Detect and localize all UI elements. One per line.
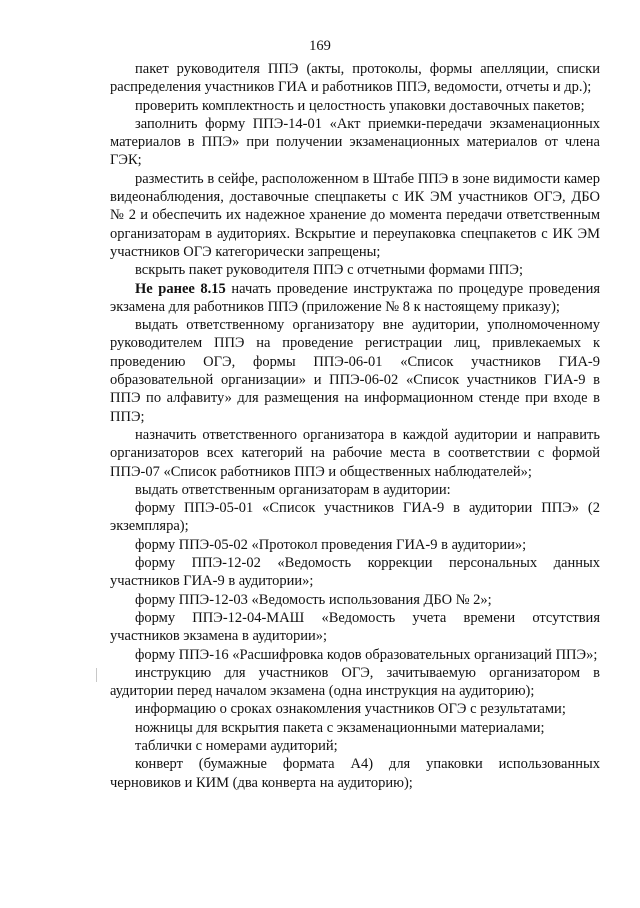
paragraph-open-package: вскрыть пакет руководителя ППЭ с отчетными формами ППЭ; — [135, 262, 523, 279]
list-item-room-signs: таблички с номерами аудиторий; — [135, 737, 338, 754]
paragraph-check-packaging: проверить комплектность и целостность упаковки доставочных пакетов; — [135, 97, 585, 114]
list-item-form-12-04: форму ППЭ-12-04-МАШ «Ведомость учета времени отсутствия участников экзамена в аудитории»; — [110, 609, 600, 645]
paragraph-package-contents: пакет руководителя ППЭ (акты, протоколы, формы апелляции, списки распределения участников ГИА и работников ППЭ, ведомости, отчеты и др.); — [110, 61, 600, 96]
paragraph-issue-forms-06: выдать ответственному организатору вне аудитории, уполномоченному руководителем ППЭ на проведение регистрации лиц, привлекаемых к проведению ОГЭ, формы ППЭ-06-01 «Список участников ГИА-9 образовательной организации» и ППЭ-06-02 «Список участников ГИА-9 в ППЭ по алфавиту» для размещения на информационном стенде при входе в ППЭ; — [110, 317, 600, 425]
briefing-text: начать проведение инструктажа по процедуре проведения экзамена для работников ППЭ (приложение № 8 к настоящему приказу); — [110, 280, 600, 315]
list-item-instruction: инструкцию для участников ОГЭ, зачитываемую организатором в аудитории перед началом экзамена (одна инструкция на аудиторию); — [110, 664, 600, 700]
document-body — [110, 60, 600, 792]
list-item-form-05-01: форму ППЭ-05-01 «Список участников ГИА-9 в аудитории ППЭ» (2 экземпляра); — [110, 500, 600, 535]
paragraph-issue-to-organizers: выдать ответственным организаторам в аудитории: — [135, 481, 451, 498]
list-item-envelopes: конверт (бумажные формата А4) для упаковки использованных черновиков и КИМ (два конверта на аудиторию); — [110, 756, 600, 791]
list-item-form-16: форму ППЭ-16 «Расшифровка кодов образовательных организаций ППЭ»; — [135, 646, 598, 663]
list-item-results-info: информацию о сроках ознакомления участников ОГЭ с результатами; — [135, 701, 566, 718]
list-item-form-12-02: форму ППЭ-12-02 «Ведомость коррекции персональных данных участников ГИА-9 в аудитории»; — [110, 555, 600, 590]
paragraph-safe-storage: разместить в сейфе, расположенном в Штабе ППЭ в зоне видимости камер видеонаблюдения, доставочные спецпакеты с ИК ЭМ участников ОГЭ, ДБО № 2 и обеспечить их надежное хранение до момента передачи ответственным организаторам в аудиториях. Вскрытие и переупаковка спецпакетов с ИК ЭМ участников ОГЭ категорически запрещены; — [110, 170, 600, 260]
list-item-form-12-03: форму ППЭ-12-03 «Ведомость использования ДБО № 2»; — [135, 591, 492, 608]
list-item-form-05-02: форму ППЭ-05-02 «Протокол проведения ГИА-9 в аудитории»; — [135, 536, 527, 553]
paragraph-fill-form-14-01: заполнить форму ППЭ-14-01 «Акт приемки-передачи экзаменационных материалов в ППЭ» при получении экзаменационных материалов от члена ГЭК; — [110, 115, 600, 169]
paragraph-assign-organizers: назначить ответственного организатора в каждой аудитории и направить организаторов всех категорий на рабочие места в соответствии с формой ППЭ-07 «Список работников ППЭ и общественных наблюдателей»; — [110, 426, 600, 480]
list-item-scissors: ножницы для вскрытия пакета с экзаменационными материалами; — [135, 719, 545, 736]
bold-time-prefix: Не ранее 8.15 — [135, 280, 226, 297]
paragraph-briefing — [110, 280, 600, 317]
page-number: 169 — [309, 38, 331, 54]
scan-margin-mark — [96, 668, 97, 682]
